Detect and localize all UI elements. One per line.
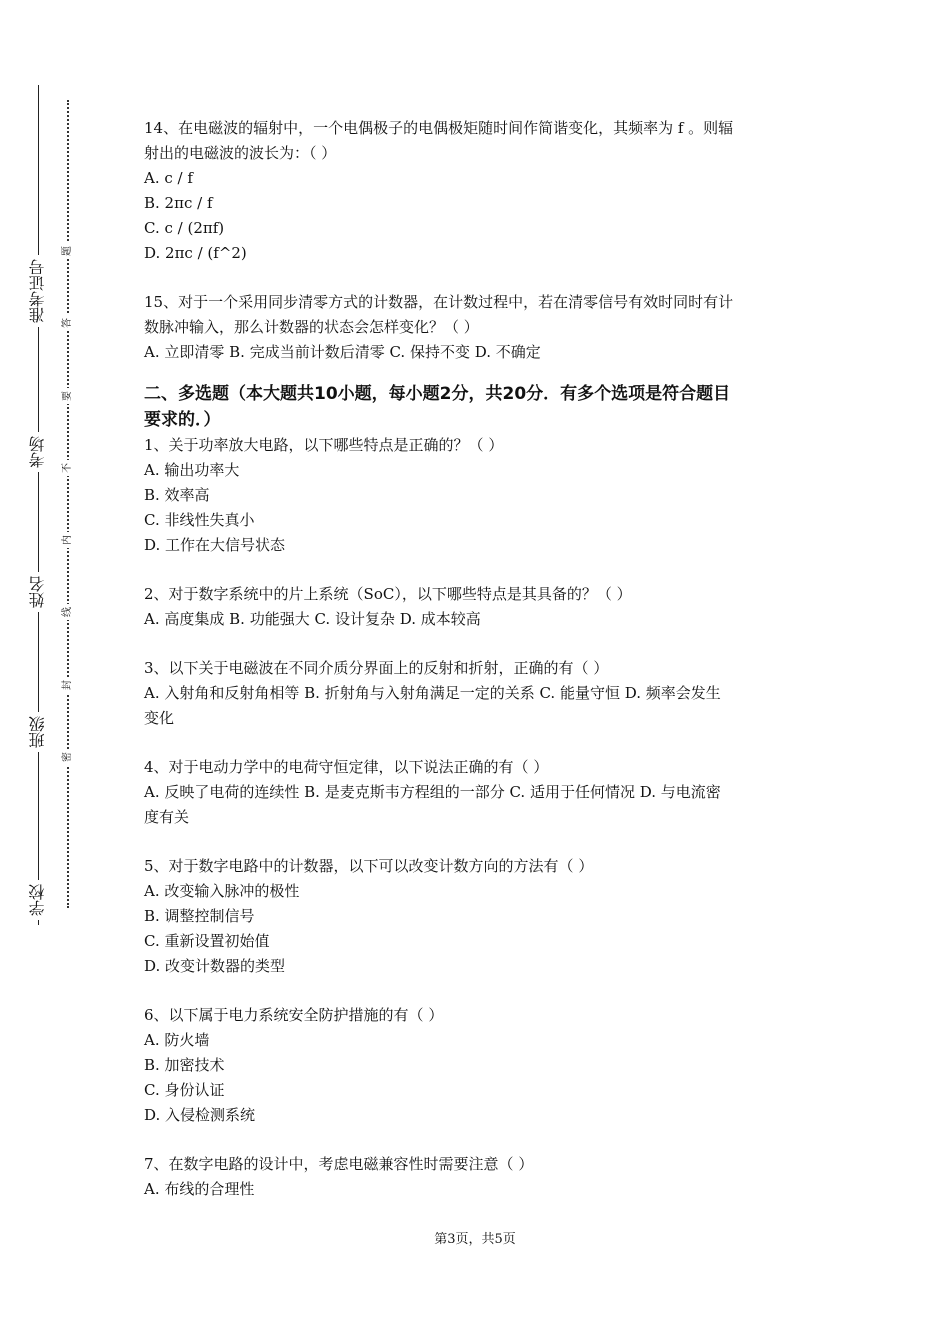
option-c: C. 非线性失真小: [144, 511, 255, 529]
question-14: [144, 116, 814, 266]
option-a: A. 改变输入脉冲的极性: [144, 882, 300, 900]
seal-char: 线: [61, 604, 75, 620]
options-line: A. 立即清零 B. 完成当前计数后清零 C. 保持不变 D. 不确定: [144, 343, 541, 361]
options-line: A. 高度集成 B. 功能强大 C. 设计复杂 D. 成本较高: [144, 610, 481, 628]
option-a: A. 输出功率大: [144, 461, 240, 479]
option-b: B. 效率高: [144, 486, 210, 504]
option-c: C. 身份认证: [144, 1081, 225, 1099]
question-m2: [144, 582, 814, 632]
question-m4: [144, 755, 814, 830]
section-heading: [144, 381, 814, 433]
option-d: D. 工作在大信号状态: [144, 536, 286, 554]
options-line: 变化: [144, 709, 175, 727]
question-text: 数脉冲输入，那么计数器的状态会怎样变化？（ ）: [144, 318, 479, 336]
question-text: 1、关于功率放大电路，以下哪些特点是正确的？（ ）: [144, 436, 504, 454]
seal-char: 不: [61, 460, 75, 476]
section-heading-line: 要求的．）: [144, 410, 221, 430]
option-c: C. c / (2πf): [144, 219, 225, 237]
options-line: A. 入射角和反射角相等 B. 折射角与入射角满足一定的关系 C. 能量守恒 D. 频率会发生: [144, 684, 721, 702]
seal-dotted-line: [67, 100, 69, 908]
field-exam-number: 准考证号: [22, 255, 54, 327]
seal-char: 答: [61, 315, 75, 331]
question-m7: [144, 1152, 814, 1202]
question-text: 15、对于一个采用同步清零方式的计数器，在计数过程中，若在清零信号有效时同时有计: [144, 293, 734, 311]
question-text: 14、在电磁波的辐射中，一个电偶极子的电偶极矩随时间作简谐变化，其频率为 f 。则辐: [144, 119, 734, 137]
option-c: C. 重新设置初始值: [144, 932, 270, 950]
exam-content: [144, 116, 814, 1202]
field-class: 班级: [22, 712, 54, 752]
option-a: A. 布线的合理性: [144, 1180, 255, 1198]
question-m1: [144, 433, 814, 558]
question-text: 6、以下属于电力系统安全防护措施的有（ ）: [144, 1006, 444, 1024]
seal-char: 内: [61, 532, 75, 548]
option-d: D. 2πc / (f^2): [144, 244, 247, 262]
section-heading-line: 二、多选题（本大题共10小题，每小题2分，共20分．有多个选项是符合题目: [144, 384, 731, 404]
option-a: A. 防火墙: [144, 1031, 210, 1049]
option-b: B. 加密技术: [144, 1056, 225, 1074]
option-d: D. 入侵检测系统: [144, 1106, 256, 1124]
seal-char: 封: [61, 677, 75, 693]
question-m6: [144, 1003, 814, 1128]
seal-char: 密: [61, 749, 75, 765]
option-b: B. 调整控制信号: [144, 907, 255, 925]
question-m3: [144, 656, 814, 731]
options-line: 度有关: [144, 808, 190, 826]
question-text: 射出的电磁波的波长为：（ ）: [144, 144, 337, 162]
binding-solid-line: [38, 85, 39, 925]
options-line: A. 反映了电荷的连续性 B. 是麦克斯韦方程组的一部分 C. 适用于任何情况 D. 与电流密: [144, 783, 721, 801]
field-school: 学校: [22, 880, 54, 920]
field-name: 姓名: [22, 572, 54, 612]
page-footer: 第3页，共5页: [434, 1232, 516, 1247]
option-d: D. 改变计数器的类型: [144, 957, 286, 975]
binding-margin: [0, 0, 110, 1344]
option-a: A. c / f: [144, 169, 193, 187]
question-text: 7、在数字电路的设计中，考虑电磁兼容性时需要注意（ ）: [144, 1155, 534, 1173]
seal-char: 题: [61, 243, 75, 259]
seal-char: 要: [61, 388, 75, 404]
option-b: B. 2πc / f: [144, 194, 213, 212]
question-text: 5、对于数字电路中的计数器，以下可以改变计数方向的方法有（ ）: [144, 857, 594, 875]
question-text: 3、以下关于电磁波在不同介质分界面上的反射和折射，正确的有（ ）: [144, 659, 609, 677]
field-exam-room: 考场: [22, 432, 54, 472]
question-text: 2、对于数字系统中的片上系统（SoC），以下哪些特点是其具备的？（ ）: [144, 585, 632, 603]
question-text: 4、对于电动力学中的电荷守恒定律，以下说法正确的有（ ）: [144, 758, 549, 776]
question-15: [144, 290, 814, 365]
question-m5: [144, 854, 814, 979]
